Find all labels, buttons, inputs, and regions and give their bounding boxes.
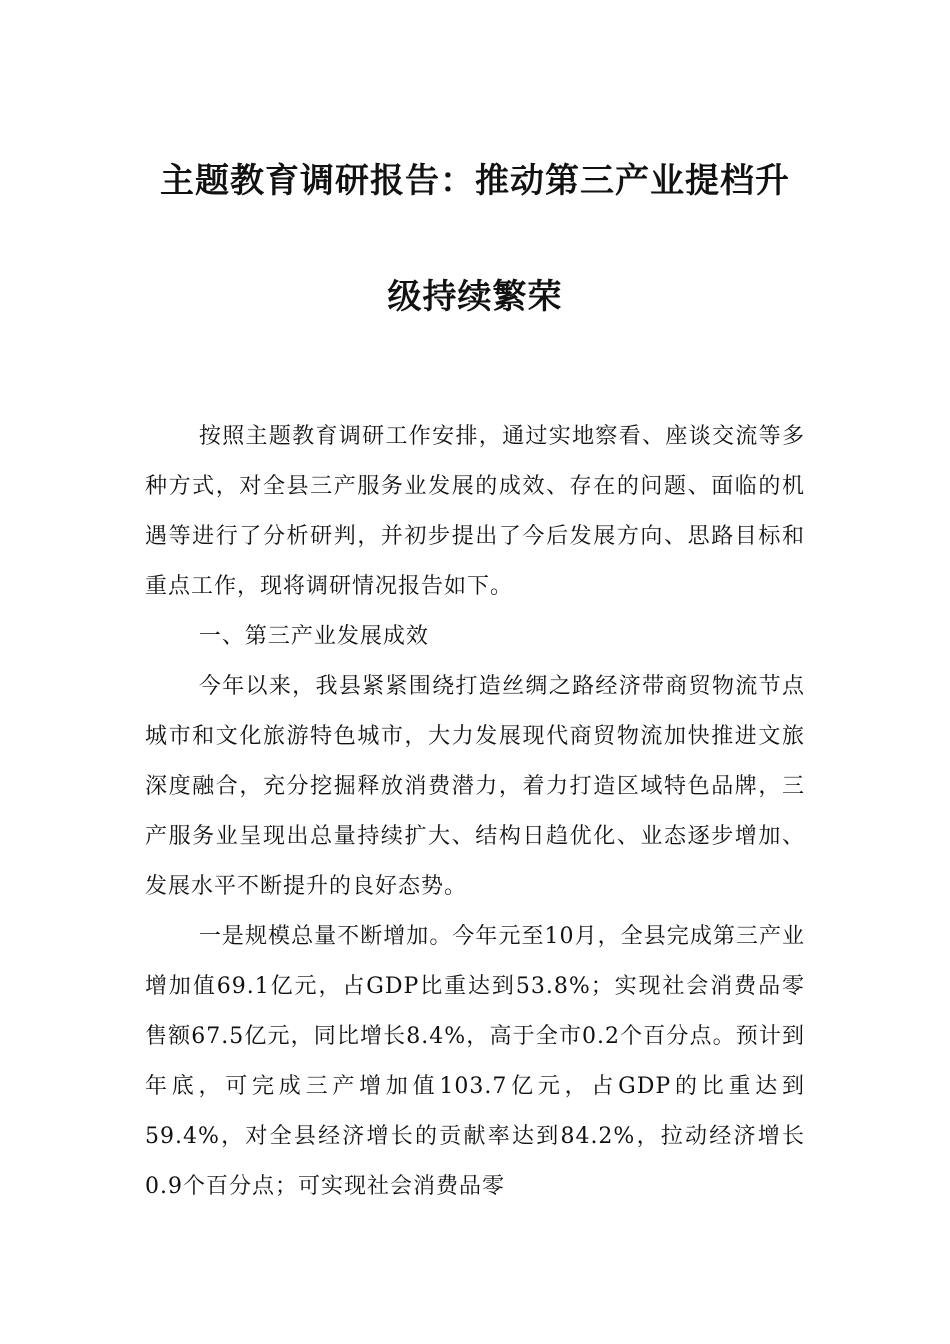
- document-title-line-2: 级持续繁荣: [387, 277, 563, 317]
- intro-paragraph: 按照主题教育调研工作安排，通过实地察看、座谈交流等多种方式，对全县三产服务业发展的成效、存在的问题、面临的机遇等进行了分析研判，并初步提出了今后发展方向、思路目标和重点工作，现将调研情况报告如下。: [145, 424, 805, 599]
- achievements-paragraph: 今年以来，我县紧紧围绕打造丝绸之路经济带商贸物流节点城市和文化旅游特色城市，大力发展现代商贸物流加快推进文旅深度融合，充分挖掘释放消费潜力，着力打造区域特色品牌，三产服务业呈现出总量持续扩大、结构日趋优化、业态逐步增加、发展水平不断提升的良好态势。: [145, 674, 805, 899]
- section-heading: 一、第三产业发展成效: [198, 624, 429, 649]
- document-body: [145, 412, 805, 1212]
- scale-paragraph: 一是规模总量不断增加。今年元至10月，全县完成第三产业增加值69.1亿元，占GDP比重达到53.8%；实现社会消费品零售额67.5亿元，同比增长8.4%，高于全市0.2个百分点。预计到年底，可完成三产增加值103.7亿元，占GDP的比重达到59.4%，对全县经济增长的贡献率达到84.2%，拉动经济增长0.9个百分点；可实现社会消费品零: [145, 924, 805, 1199]
- document-title-line-1: 主题教育调研报告：推动第三产业提档升: [160, 161, 790, 201]
